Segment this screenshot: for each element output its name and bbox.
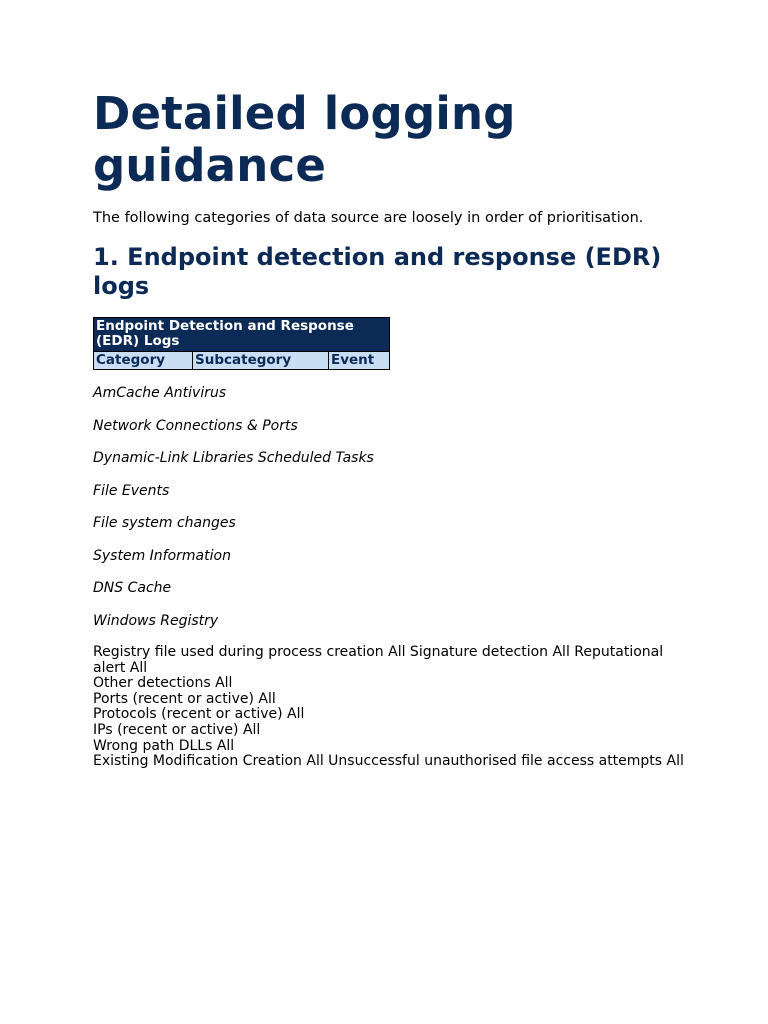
body-line: Existing Modification Creation All Unsuccessful unauthorised file access attempts All: [93, 753, 684, 770]
column-header-category: Category: [94, 352, 193, 370]
list-item: Network Connections & Ports: [93, 417, 298, 434]
body-line: Registry file used during process creation All Signature detection All Reputational alert All: [93, 644, 664, 676]
section-heading: 1. Endpoint detection and response (EDR) logs: [93, 243, 662, 300]
body-line: IPs (recent or active) All: [93, 721, 261, 738]
list-item: System Information: [93, 547, 231, 564]
body-line: Ports (recent or active) All: [93, 690, 276, 707]
list-item: AmCache Antivirus: [93, 385, 227, 401]
column-header-event: Event: [329, 352, 390, 370]
body-line: Protocols (recent or active) All: [93, 706, 305, 723]
body-line: Other detections All: [93, 675, 233, 692]
body-text: [93, 645, 693, 770]
table-title: Endpoint Detection and Response (EDR) Logs: [94, 318, 390, 352]
category-list: [93, 385, 693, 630]
column-header-subcategory: Subcategory: [193, 352, 329, 370]
list-item: Dynamic-Link Libraries Scheduled Tasks: [93, 450, 374, 466]
intro-paragraph: The following categories of data source are loosely in order of prioritisation.: [93, 210, 644, 226]
page-title: Detailed logging guidance: [93, 87, 516, 192]
body-line: Wrong path DLLs All: [93, 737, 235, 754]
list-item: File system changes: [93, 515, 236, 531]
list-item: File Events: [93, 482, 170, 499]
document-page: [93, 88, 693, 770]
list-item: DNS Cache: [93, 580, 172, 596]
list-item: Windows Registry: [93, 612, 219, 629]
edr-table: [93, 317, 390, 370]
